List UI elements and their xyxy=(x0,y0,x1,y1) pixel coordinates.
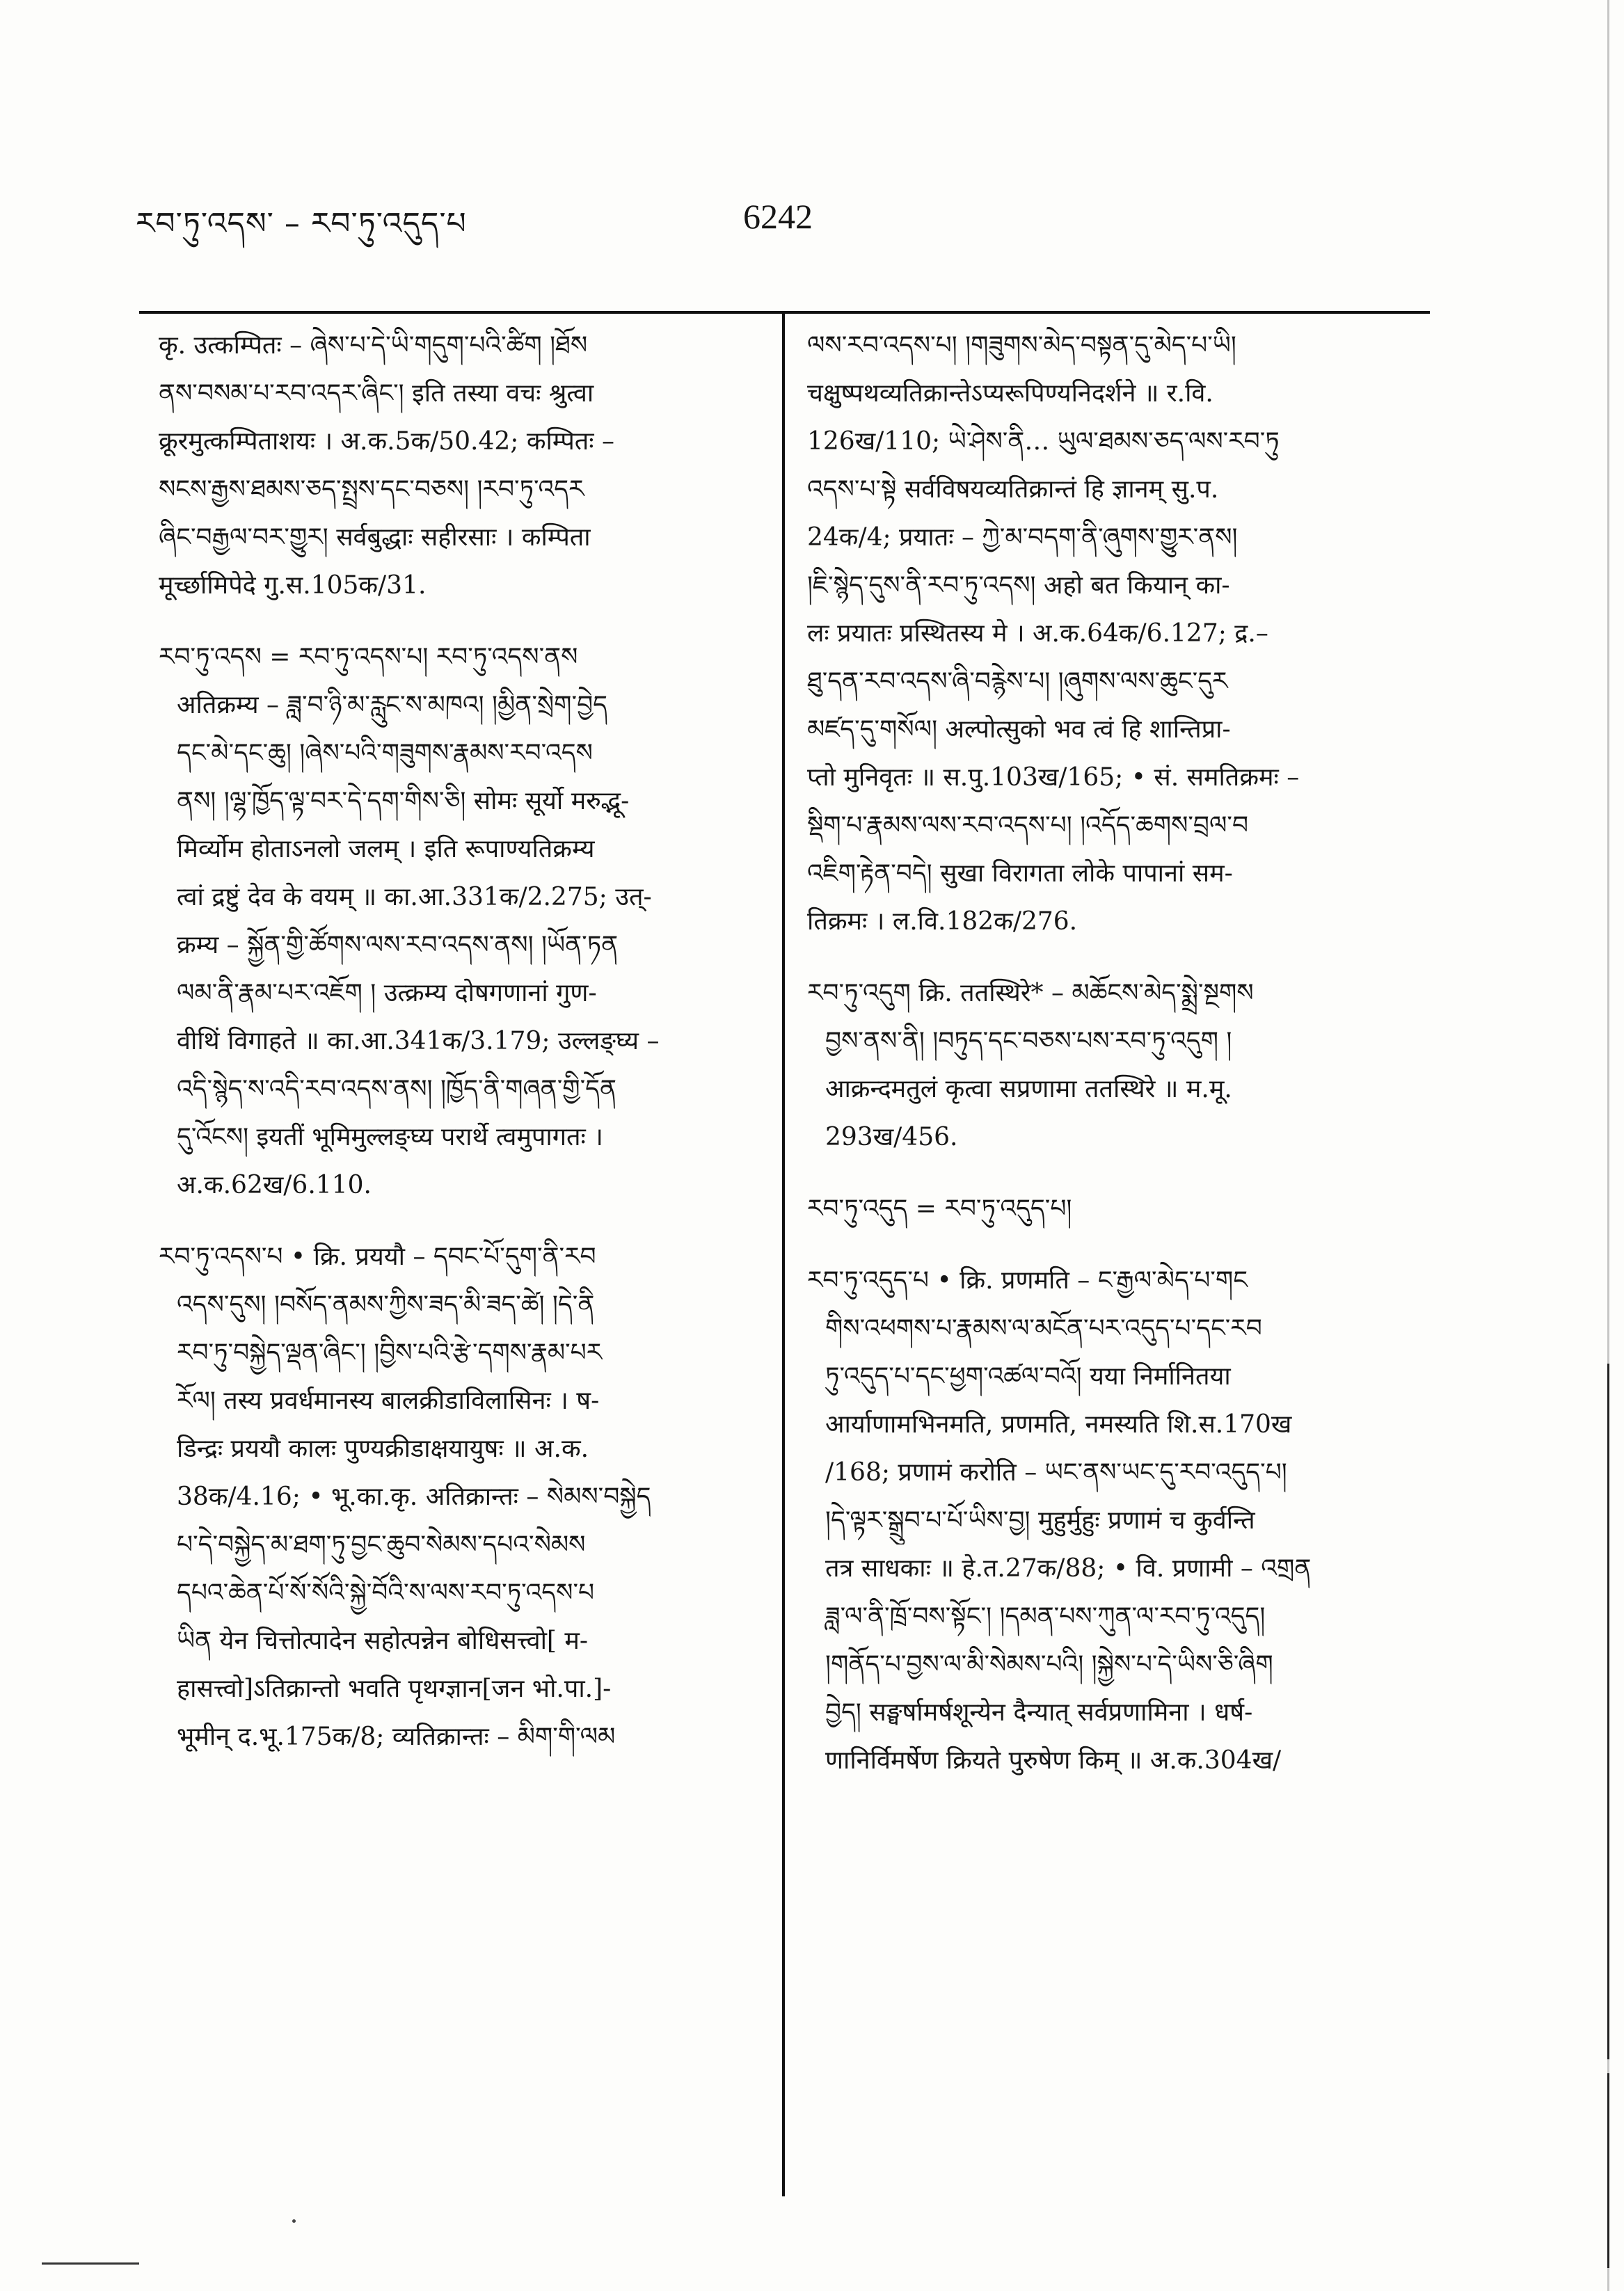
entry-line: ཐུ་དན་རབ་འདས་ཞི་བརྙེས་པ། །ཞུགས་ལས་ཆུང་དུར xyxy=(807,667,1228,696)
binding-edge xyxy=(1586,0,1624,2291)
dictionary-entry xyxy=(807,1256,1430,1785)
dictionary-entry xyxy=(159,633,761,1209)
dictionary-entry xyxy=(807,969,1430,1161)
entry-line: णानिर्विमर्षेण क्रियते पुरुषेण किम् ॥ अ.क.304ख/ xyxy=(825,1746,1282,1775)
dictionary-entry xyxy=(807,321,1430,945)
entry-line: 126ख/110; ཡེ་ཤེས་ནི… ཡུལ་ཐམས་ཅད་ལས་རབ་ཏུ xyxy=(807,427,1280,456)
entry-line: डिन्द्रः प्रययौ कालः पुण्यक्रीडाक्षयायुषः ॥ अ.क. xyxy=(177,1435,589,1463)
entry-line: ཏུ་འདུད་པ་དང་ཕྱག་འཚལ་བའོ། यया निर्मानितया xyxy=(825,1362,1231,1391)
entry-line: དཔའ་ཆེན་པོ་སོ་སོའི་སྐྱེ་བོའི་ས་ལས་རབ་ཏུ་འདས་པ xyxy=(177,1579,595,1607)
entry-line: ལས་རབ་འདས་པ། །གཟུགས་མེད་བསྟན་དུ་མེད་པ་ཡི། xyxy=(807,331,1236,360)
footer-mark xyxy=(42,2262,139,2265)
entry-line: आर्याणामभिनमति, प्रणमति, नमस्यति शि.स.170ख xyxy=(825,1410,1292,1439)
entry-line: तिक्रमः । ल.वि.182क/276. xyxy=(807,907,1078,936)
entry-line: རབ་ཏུ་བསྐྱེད་ལྡན་ཞིང་། །བྱིས་པའི་རྩེ་དགས་རྣམ་པར xyxy=(177,1339,603,1367)
entry-line: मूर्च्छामिपेदे गु.स.105क/31. xyxy=(159,571,427,600)
entry-line: ནས། །ལྷ་ཁྱོད་ལྟ་བར་དེ་དག་གིས་ཅི། सोमः सूर्यो मरुद्भू- xyxy=(177,787,630,815)
entry-line: རབ་ཏུ་འདུད་པ • क्रि. प्रणमति – ང་རྒྱལ་མེད་པ་གང xyxy=(807,1266,1248,1295)
entry-line: མཛད་དུ་གསོལ། अल्पोत्सुको भव त्वं हि शान्तिप्रा- xyxy=(807,715,1231,744)
entry-line: འདི་སྙེད་ས་འདི་རབ་འདས་ནས། །ཁྱོད་ནི་གཞན་གྱི་དོན xyxy=(177,1075,617,1103)
entry-line: འདས་པ་སྟེ सर्वविषयव्यतिक्रान्तं हि ज्ञानम् सु.प. xyxy=(807,475,1219,504)
dictionary-entry xyxy=(159,321,761,609)
entry-line: སྡིག་པ་རྣམས་ལས་རབ་འདས་པ། །འདོད་ཆགས་བྲལ་བ xyxy=(807,811,1249,840)
entry-line: ནས་བསམ་པ་རབ་འདར་ཞིང༌། इति तस्या वचः श्रुत्वा xyxy=(159,379,594,408)
entry-line: དུ་འོངས། इयतीं भूमिमुल्लङ्घ्य परार्थे त्वमुपागतः । xyxy=(177,1123,603,1151)
entry-line: །ཇི་སྙེད་དུས་ནི་རབ་ཏུ་འདས། अहो बत कियान् का- xyxy=(807,571,1230,600)
entry-line: क्रम्य – སྐྱོན་གྱི་ཚོགས་ལས་རབ་འདས་ནས། །ཡོན་ཏན xyxy=(177,931,619,959)
dictionary-entry xyxy=(159,1233,761,1761)
page-number: 6242 xyxy=(743,197,813,236)
entry-line: རབ་ཏུ་འདས = རབ་ཏུ་འདས་པ། རབ་ཏུ་འདས་ནས xyxy=(159,643,578,671)
entry-line: ཡིན येन चित्तोत्पादेन सहोत्पन्नेन बोधिसत्त्वो[ म- xyxy=(177,1627,589,1655)
entry-line: भूमीन् द.भू.175क/8; व्यतिक्रान्तः – མིག་གི་ལམ xyxy=(177,1723,616,1751)
entry-line: རབ་ཏུ་འདུད = རབ་ཏུ་འདུད་པ། xyxy=(807,1195,1072,1223)
entry-line: अ.क.62ख/6.110. xyxy=(177,1171,372,1199)
entry-line: /168; प्रणामं करोति – ཡང་ནས་ཡང་དུ་རབ་འདུད་པ། xyxy=(825,1458,1287,1487)
speck xyxy=(292,2219,296,2223)
entry-line: अतिक्रम्य – ཟླ་བ་ཉི་མ་རླུང་ས་མཁའ། །མྱིན་སྲེག་བྱེད xyxy=(177,691,608,719)
entry-line: འདས་དུས། །བསོད་ནམས་ཀྱིས་ཟད་མི་ཟད་ཚེ། །དེ་ནི xyxy=(177,1291,595,1319)
entry-line: 38क/4.16; • भू.का.कृ. अतिक्रान्तः – སེམས་བསྐྱེད xyxy=(177,1483,651,1511)
entry-line: །དེ་ལྟར་སྒྲུབ་པ་པོ་ཡིས་བྱ། मुहुर्मुहुः प्रणामं च कुर्वन्ति xyxy=(825,1506,1255,1535)
entry-line: 24क/4; प्रयातः – ཀྱེ་མ་བདག་ནི་ཞུགས་གྱུར་ནས། xyxy=(807,523,1238,552)
entry-line: གིས་འཕགས་པ་རྣམས་ལ་མངོན་པར་འདུད་པ་དང་རབ xyxy=(825,1314,1262,1343)
entry-line: རབ་ཏུ་འདས་པ • क्रि. प्रययौ – དབང་པོ་དུག་ནི་རབ xyxy=(159,1243,596,1271)
entry-line: लः प्रयातः प्रस्थितस्य मे । अ.क.64क/6.127; द्र.– xyxy=(807,619,1268,648)
entry-line: བྱས་ནས་ནི། །བཏུད་དང་བཅས་པས་རབ་ཏུ་འདུག ། xyxy=(825,1027,1232,1055)
dictionary-entry xyxy=(807,1185,1430,1233)
entry-line: བྱེད། सङ्घर्षामर्षशून्येन दैन्यात् सर्वप्रणामिना । धर्ष- xyxy=(825,1698,1253,1727)
entry-line: वीथिं विगाहते ॥ का.आ.341क/3.179; उल्लङ्घ्य – xyxy=(177,1027,660,1055)
entry-line: त्वां द्रष्टुं देव के वयम् ॥ का.आ.331क/2.275; उत्- xyxy=(177,883,652,911)
entry-line: चक्षुष्पथव्यतिक्रान्तेऽप्यरूपिण्यनिदर्शने ॥ र.वि. xyxy=(807,379,1213,408)
entry-line: པ་དེ་བསྐྱེད་མ་ཐག་ཏུ་བྱང་ཆུབ་སེམས་དཔའ་སེམས xyxy=(177,1531,586,1559)
entry-line: ཞིང་བརྒྱལ་བར་གྱུར། सर्वबुद्धाः सहीरसाः । कम्पिता xyxy=(159,523,591,552)
entry-line: ཟླ་ལ་ནི་ཁྲོ་བས་སྟོང་། །དམན་པས་ཀུན་ལ་རབ་ཏུ་འདུད། xyxy=(825,1602,1266,1631)
entry-line: འཇིག་རྟེན་བདེ། सुखा विरागता लोके पापानां सम- xyxy=(807,859,1233,888)
entry-line: །གནོད་པ་བྱས་ལ་མི་སེམས་པའི། །སྐྱེས་པ་དེ་ཡིས་ཅི་ཞིག xyxy=(825,1650,1273,1679)
column-divider xyxy=(782,311,785,2196)
entry-line: སངས་རྒྱས་ཐམས་ཅད་སྤྲས་དང་བཅས། །རབ་ཏུ་འདར xyxy=(159,475,584,504)
entry-line: ལམ་ནི་རྣམ་པར་འཇོག ། उत्क्रम्य दोषगणानां गुण- xyxy=(177,979,597,1007)
entry-line: कृ. उत्कम्पितः – ཞེས་པ་དེ་ཡི་གདུག་པའི་ཚིག །ཐོས xyxy=(159,331,588,360)
header-headwords: རབ་ཏུ་འདས་ – རབ་ཏུ་འདུད་པ xyxy=(136,206,467,241)
entry-line: 293ख/456. xyxy=(825,1123,958,1151)
entry-line: तत्र साधकाः ॥ हे.त.27क/88; • वि. प्रणामी – འགྲན xyxy=(825,1554,1312,1583)
entry-line: आक्रन्दमतुलं कृत्वा सप्रणामा ततस्थिरे ॥ म.मू. xyxy=(825,1075,1232,1103)
left-column xyxy=(159,321,761,1785)
entry-line: རབ་ཏུ་འདུག क्रि. ततस्थिरे* – མཆོངས་མེད་སྨྲེ་སྔགས xyxy=(807,979,1254,1007)
entry-line: हासत्त्वो]ऽतिक्रान्तो भवति पृथग्ज्ञान[जन भो.पा.]- xyxy=(177,1675,612,1703)
entry-line: क्रूरमुत्कम्पिताशयः । अ.क.5क/50.42; कम्पितः – xyxy=(159,427,615,456)
entry-line: प्तो मुनिवृतः ॥ स.पु.103ख/165; • सं. समतिक्रमः – xyxy=(807,763,1300,792)
entry-line: རོལ། तस्य प्रवर्धमानस्य बालक्रीडाविलासिनः । ष- xyxy=(177,1387,600,1415)
entry-line: मिर्व्योम होताऽनलो जलम् । इति रूपाण्यतिक्रम्य xyxy=(177,835,595,863)
right-column xyxy=(807,321,1430,1808)
entry-line: དང་མེ་དང་ཆུ། །ཞེས་པའི་གཟུགས་རྣམས་རབ་འདས xyxy=(177,739,593,767)
